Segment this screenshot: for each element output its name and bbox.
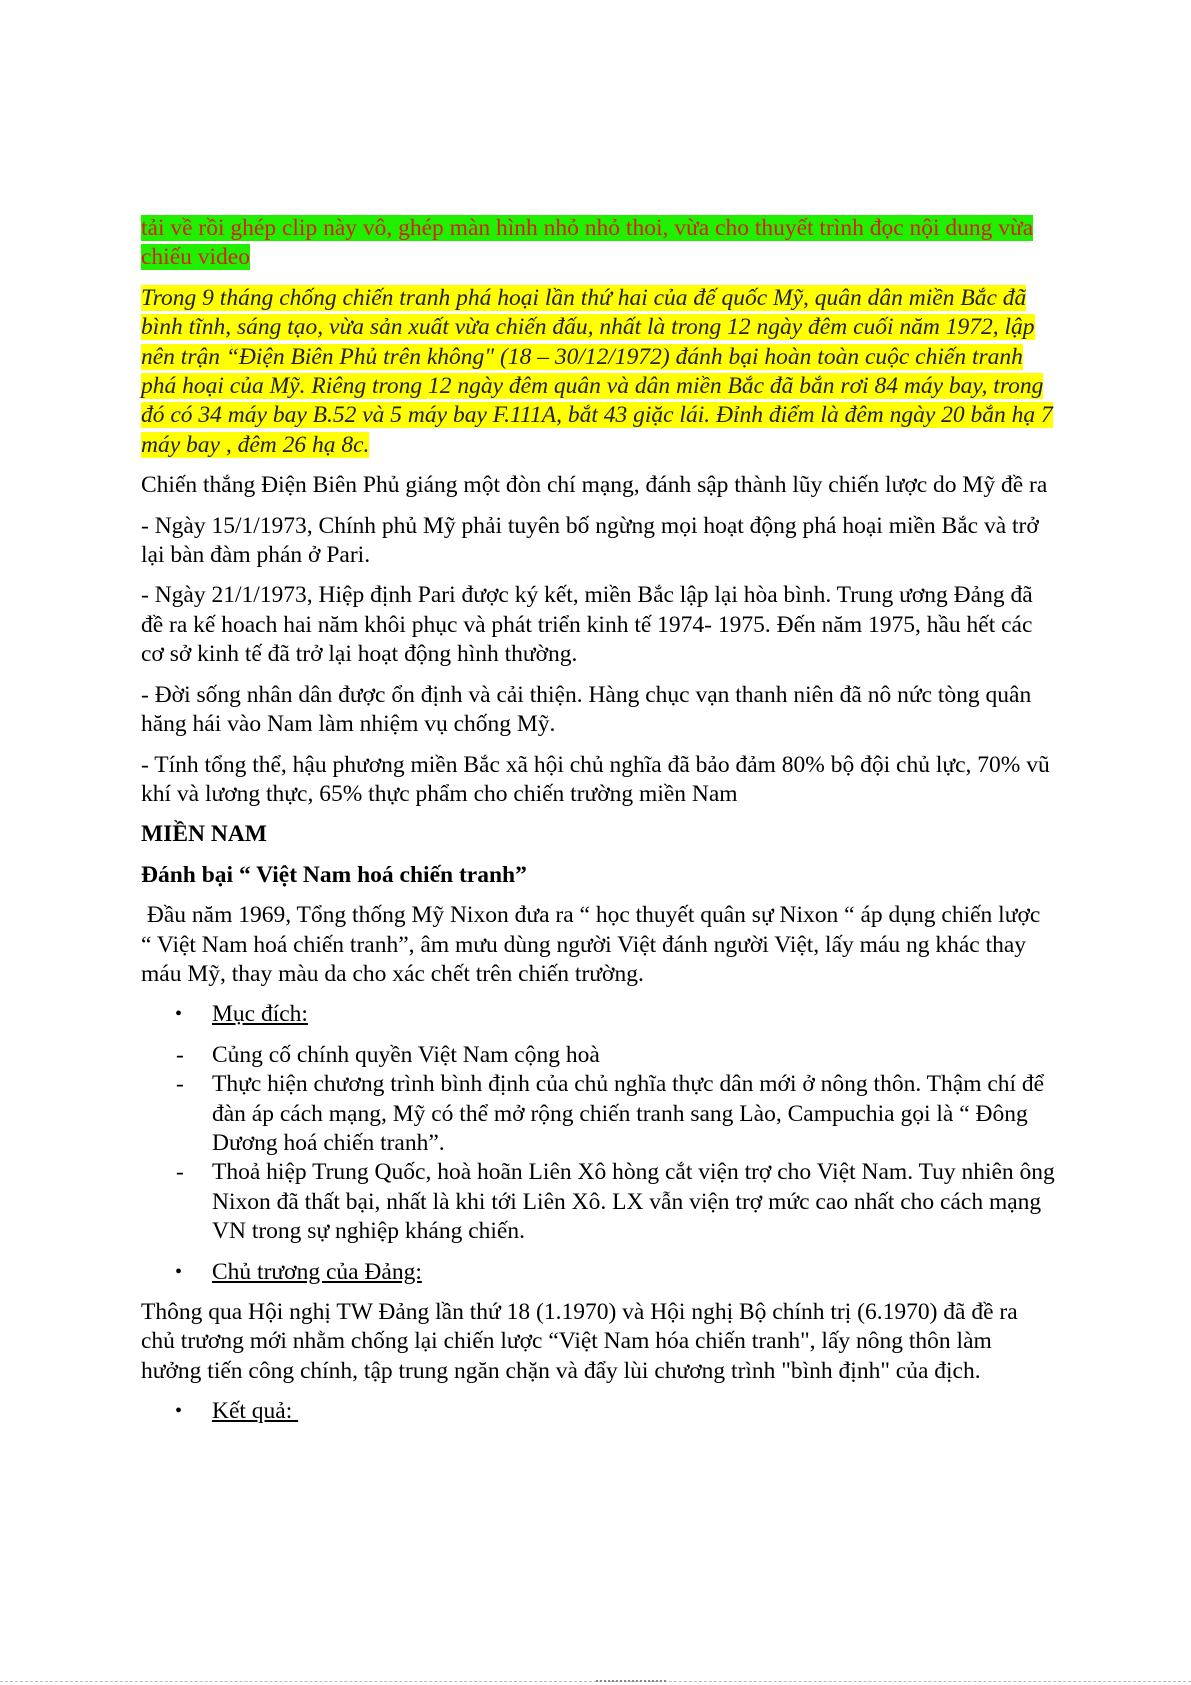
subheading: Đánh bại “ Việt Nam hoá chiến tranh” (141, 861, 527, 888)
purpose-list (141, 1041, 1056, 1247)
green-highlight-note: tải về rồi ghép clip này vô, ghép màn hình nhỏ nhỏ thoi, vừa cho thuyết trình đọc nội dung vừa chiếu video (141, 215, 1034, 271)
bullet-policy (141, 1258, 1056, 1287)
highlighted-paragraph (141, 284, 1056, 460)
bullet-result (141, 1397, 1056, 1426)
section-heading: MIỀN NAM (141, 821, 267, 848)
policy-paragraph: Thông qua Hội nghị TW Đảng lần thứ 18 (1.1970) và Hội nghị Bộ chính trị (6.1970) đã đề ra chủ trương mới nhằm chống lại chiến lược “Việt Nam hóa chiến tranh", lấy nông thôn làm hưởng tiến công chính, tập trung ngăn chặn và đẩy lùi chương trình "bình định" của địch. (141, 1299, 1018, 1384)
list-item: - Củng cố chính quyền Việt Nam cộng hoà (141, 1041, 1056, 1070)
document-page (141, 214, 1056, 1438)
paragraph-2: - Ngày 15/1/1973, Chính phủ Mỹ phải tuyên bố ngừng mọi hoạt động phá hoại miền Bắc và trở lại bàn đàm phán ở Pari. (141, 512, 1039, 569)
paragraph-4: - Đời sống nhân dân được ổn định và cải thiện. Hàng chục vạn thanh niên đã nô nức tòng quân hăng hái vào Nam làm nhiệm vụ chống Mỹ. (141, 681, 1032, 738)
purpose-label: Mục đích: (212, 1001, 308, 1028)
yellow-highlight-text: Trong 9 tháng chống chiến tranh phá hoại lần thứ hai của đế quốc Mỹ, quân dân miền Bắc đã bình tĩnh, sáng tạo, vừa sản xuất vừa chiến đấu, nhất là trong 12 ngày đêm cuối năm 1972, lập nên trận “Điện Biên Phủ trên không" (18 – 30/12/1972) đánh bại hoàn toàn cuộc chiến tranh phá hoại của Mỹ. Riêng trong 12 ngày đêm quân và dân miền Bắc đã bắn rơi 84 máy bay, trong đó có 34 máy bay B.52 và 5 máy bay F.111A, bắt 43 giặc lái. Đỉnh điểm là đêm ngày 20 bắn hạ 7 máy bay , đêm 26 hạ 8c. (141, 284, 1053, 458)
paragraph-1: Chiến thắng Điện Biên Phủ giáng một đòn chí mạng, đánh sập thành lũy chiến lược do Mỹ đề ra (141, 472, 1048, 499)
note-paragraph (141, 214, 1056, 273)
page-bottom-mark (596, 1680, 666, 1682)
list-item: - Thực hiện chương trình bình định của chủ nghĩa thực dân mới ở nông thôn. Thậm chí để đàn áp cách mạng, Mỹ có thể mở rộng chiến tranh sang Lào, Campuchia gọi là “ Đông Dương hoá chiến tranh”. (141, 1070, 1056, 1158)
intro-paragraph: Đầu năm 1969, Tổng thống Mỹ Nixon đưa ra “ học thuyết quân sự Nixon “ áp dụng chiến lược “ Việt Nam hoá chiến tranh”, âm mưu dùng người Việt đánh người Việt, lấy máu ng khác thay máu Mỹ, thay màu da cho xác chết trên chiến trường. (141, 902, 1047, 987)
bullet-purpose (141, 1000, 1056, 1029)
paragraph-3: - Ngày 21/1/1973, Hiệp định Pari được ký kết, miền Bắc lập lại hòa bình. Trung ương Đảng đã đề ra kế hoach hai năm khôi phục và phát triển kinh tế 1974- 1975. Đến năm 1975, hầu hết các cơ sở kinh tế đã trở lại hoạt động hình thường. (141, 582, 1033, 668)
paragraph-5: - Tính tổng thể, hậu phương miền Bắc xã hội chủ nghĩa đã bảo đảm 80% bộ đội chủ lực, 70% vũ khí và lương thực, 65% thực phẩm cho chiến trường miền Nam (141, 751, 1050, 807)
result-label: Kết quả: (212, 1398, 299, 1425)
list-item: - Thoả hiệp Trung Quốc, hoà hoãn Liên Xô hòng cắt viện trợ cho Việt Nam. Tuy nhiên ông Nixon đã thất bại, nhất là khi tới Liên Xô. LX vẫn viện trợ mức cao nhất cho cách mạng VN trong sự nghiệp kháng chiến. (141, 1158, 1056, 1246)
policy-label: Chủ trương của Đảng: (212, 1258, 422, 1285)
